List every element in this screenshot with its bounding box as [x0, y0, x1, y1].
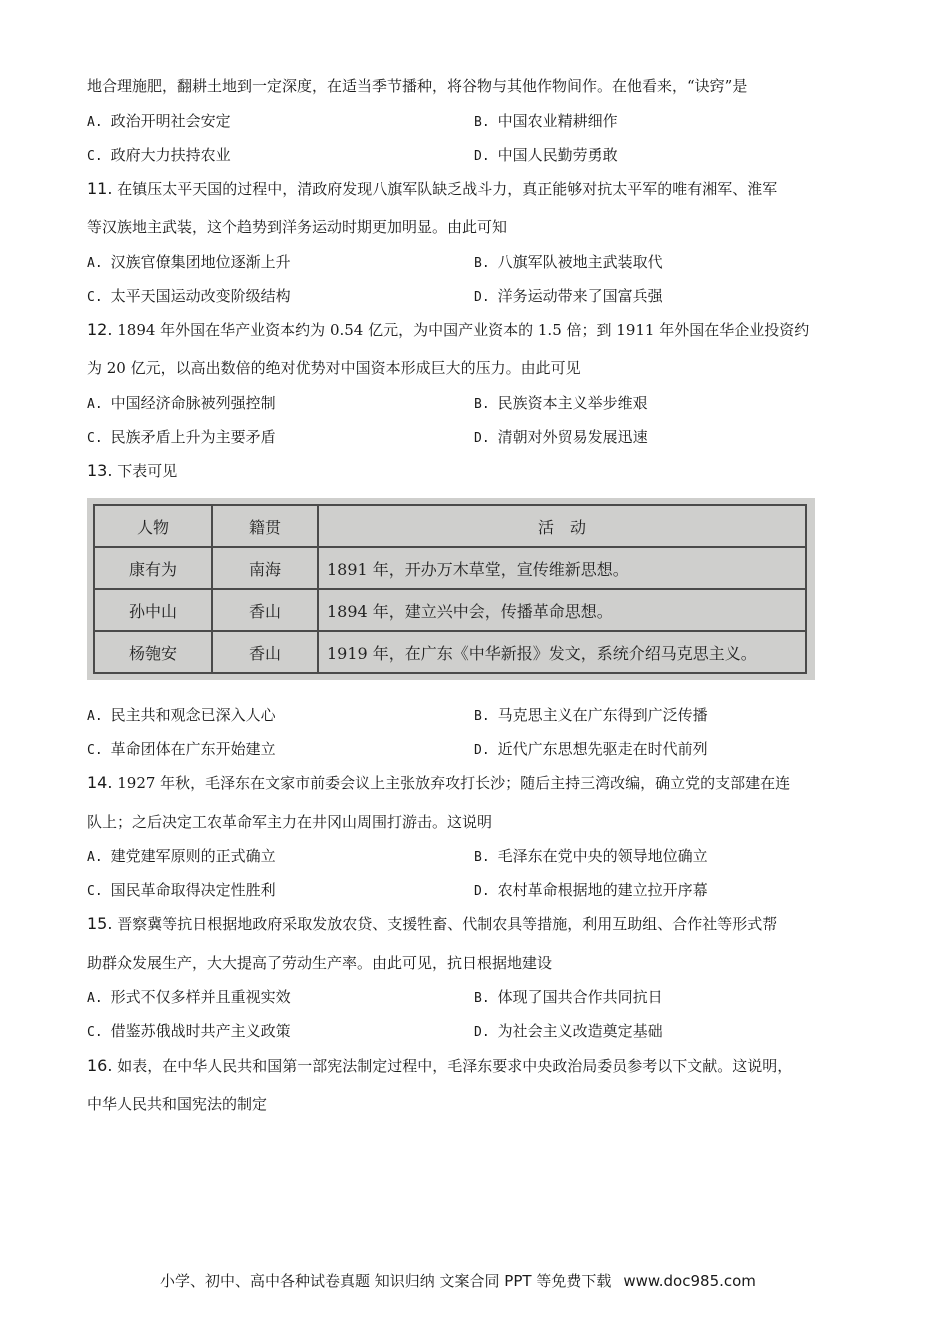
- q13-stem-line-1: 13. 下表可见: [87, 461, 178, 480]
- q13-table: [93, 504, 807, 674]
- q11-option-a[interactable]: A. 汉族官僚集团地位逐渐上升: [87, 253, 291, 271]
- q12-option-d[interactable]: D. 清朝对外贸易发展迅速: [474, 428, 648, 446]
- q11-stem-line-2: 等汉族地主武装，这个趋势到洋务运动时期更加明显。由此可知: [87, 218, 508, 236]
- q14-number: 14.: [87, 773, 113, 792]
- q13-option-c[interactable]: C. 革命团体在广东开始建立: [87, 740, 276, 758]
- q11-option-c[interactable]: C. 太平天国运动改变阶级结构: [87, 287, 291, 305]
- table-cell-activity: 1891 年，开办万木草堂，宣传维新思想。: [318, 547, 806, 589]
- q16-number: 16.: [87, 1056, 113, 1075]
- q16-stem-line-2: 中华人民共和国宪法的制定: [87, 1095, 268, 1113]
- q12-option-a[interactable]: A. 中国经济命脉被列强控制: [87, 394, 276, 412]
- q15-stem-line-1: 15. 晋察冀等抗日根据地政府采取发放农贷、支援牲畜、代制农具等措施，利用互助组、合作社等形式帮: [87, 914, 778, 933]
- q13-option-d[interactable]: D. 近代广东思想先驱走在时代前列: [474, 740, 708, 758]
- q10-option-d[interactable]: D. 中国人民勤劳勇敢: [474, 146, 618, 164]
- q10-option-a[interactable]: A. 政治开明社会安定: [87, 112, 231, 130]
- q12-number: 12.: [87, 320, 113, 339]
- q13-number: 13.: [87, 461, 113, 480]
- q13-option-b[interactable]: B. 马克思主义在广东得到广泛传播: [474, 706, 708, 724]
- footer-text: 小学、初中、高中各种试卷真题 知识归纳 文案合同 PPT 等免费下载: [160, 1272, 612, 1290]
- table-cell-origin: 香山: [212, 631, 318, 673]
- q11-number: 11.: [87, 179, 113, 198]
- q14-option-b[interactable]: B. 毛泽东在党中央的领导地位确立: [474, 847, 708, 865]
- table-header-row: [94, 505, 806, 547]
- table-row: [94, 547, 806, 589]
- q14-option-d[interactable]: D. 农村革命根据地的建立拉开序幕: [474, 881, 708, 899]
- q13-table-photo: [87, 498, 815, 680]
- q14-stem-line-2: 队上；之后决定工农革命军主力在井冈山周围打游击。这说明: [87, 813, 493, 831]
- q12-stem-line-2: 为 20 亿元，以高出数倍的绝对优势对中国资本形成巨大的压力。由此可见: [87, 359, 581, 377]
- table-header-activity: 活 动: [318, 505, 806, 547]
- q12-stem-line-1: 12. 1894 年外国在华产业资本约为 0.54 亿元，为中国产业资本的 1.5 倍；到 1911 年外国在华企业投资约: [87, 320, 810, 339]
- q12-option-c[interactable]: C. 民族矛盾上升为主要矛盾: [87, 428, 276, 446]
- q14-option-a[interactable]: A. 建党建军原则的正式确立: [87, 847, 276, 865]
- table-cell-person: 杨匏安: [94, 631, 212, 673]
- q11-option-b[interactable]: B. 八旗军队被地主武装取代: [474, 253, 663, 271]
- q12-option-b[interactable]: B. 民族资本主义举步维艰: [474, 394, 648, 412]
- table-header-person: 人物: [94, 505, 212, 547]
- q16-stem-line-1: 16. 如表，在中华人民共和国第一部宪法制定过程中，毛泽东要求中央政治局委员参考以下文献。这说明，: [87, 1056, 793, 1075]
- page-footer: [160, 1270, 756, 1291]
- intro-line: 地合理施肥，翻耕土地到一定深度，在适当季节播种，将谷物与其他作物间作。在他看来，“诀窍”是: [87, 77, 748, 95]
- q11-stem-line-1: 11. 在镇压太平天国的过程中，清政府发现八旗军队缺乏战斗力，真正能够对抗太平军的唯有湘军、淮军: [87, 179, 778, 198]
- table-row: [94, 631, 806, 673]
- q14-option-c[interactable]: C. 国民革命取得决定性胜利: [87, 881, 276, 899]
- table-cell-activity: 1919 年，在广东《中华新报》发文，系统介绍马克思主义。: [318, 631, 806, 673]
- q13-option-a[interactable]: A. 民主共和观念已深入人心: [87, 706, 276, 724]
- q15-number: 15.: [87, 914, 113, 933]
- table-cell-person: 康有为: [94, 547, 212, 589]
- table-header-origin: 籍贯: [212, 505, 318, 547]
- q14-stem-line-1: 14. 1927 年秋，毛泽东在文家市前委会议上主张放弃攻打长沙；随后主持三湾改编，确立党的支部建在连: [87, 773, 791, 792]
- table-cell-origin: 南海: [212, 547, 318, 589]
- q10-option-c[interactable]: C. 政府大力扶持农业: [87, 146, 231, 164]
- table-cell-activity: 1894 年，建立兴中会，传播革命思想。: [318, 589, 806, 631]
- q15-option-b[interactable]: B. 体现了国共合作共同抗日: [474, 988, 663, 1006]
- table-cell-person: 孙中山: [94, 589, 212, 631]
- q15-option-c[interactable]: C. 借鉴苏俄战时共产主义政策: [87, 1022, 291, 1040]
- q15-option-d[interactable]: D. 为社会主义改造奠定基础: [474, 1022, 663, 1040]
- q10-option-b[interactable]: B. 中国农业精耕细作: [474, 112, 618, 130]
- q15-option-a[interactable]: A. 形式不仅多样并且重视实效: [87, 988, 291, 1006]
- q11-option-d[interactable]: D. 洋务运动带来了国富兵强: [474, 287, 663, 305]
- table-row: [94, 589, 806, 631]
- footer-url-link[interactable]: www.doc985.com: [623, 1272, 756, 1290]
- table-cell-origin: 香山: [212, 589, 318, 631]
- q15-stem-line-2: 助群众发展生产，大大提高了劳动生产率。由此可见，抗日根据地建设: [87, 954, 553, 972]
